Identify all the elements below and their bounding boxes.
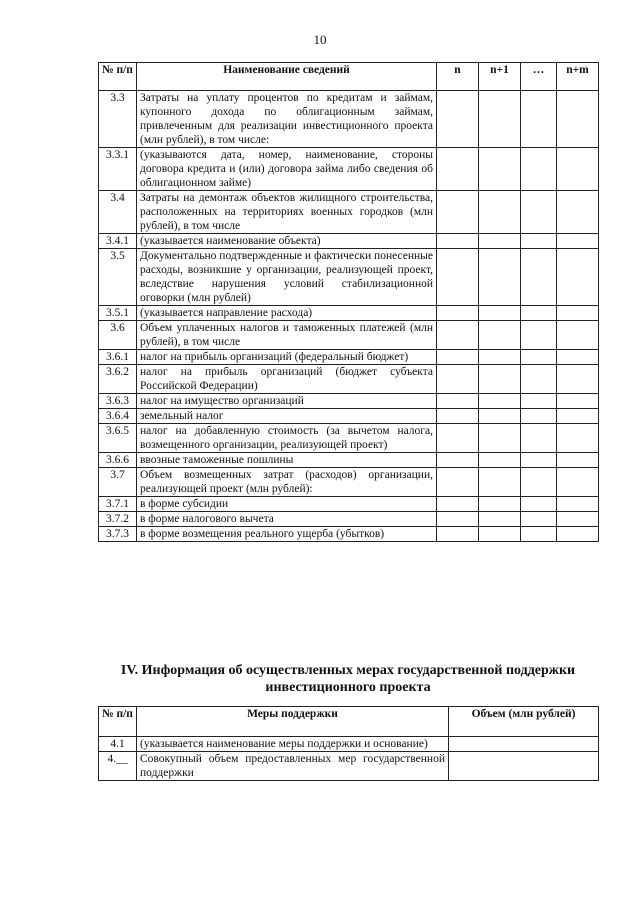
- page-number: 10: [313, 32, 327, 47]
- value-cell: [521, 497, 557, 512]
- table-row: [99, 306, 599, 321]
- row-number: 4.__: [99, 752, 137, 781]
- value-cell: [437, 409, 479, 424]
- value-cell: [437, 191, 479, 234]
- table-row: [99, 497, 599, 512]
- table-row: [99, 249, 599, 306]
- value-cell: [479, 148, 521, 191]
- row-number: 3.7: [99, 468, 137, 497]
- section-heading: IV. Информация об осуществленных мерах государственной поддержки инвестиционного проекта: [120, 663, 576, 695]
- value-cell: [437, 306, 479, 321]
- row-description: (указываются дата, номер, наименование, стороны договора кредита и (или) договора займа либо сведения об облигационном займе): [137, 148, 437, 191]
- table-row: [99, 321, 599, 350]
- col-header-number: № п/п: [99, 707, 137, 737]
- row-number: 3.7.3: [99, 527, 137, 542]
- value-cell: [557, 350, 599, 365]
- value-cell: [521, 424, 557, 453]
- value-cell: [521, 453, 557, 468]
- value-cell: [437, 365, 479, 394]
- row-description: Совокупный объем предоставленных мер государственной поддержки: [137, 752, 449, 781]
- row-description: (указывается наименование меры поддержки и основание): [137, 737, 449, 752]
- col-header-ellipsis: …: [521, 63, 557, 91]
- value-cell: [521, 249, 557, 306]
- value-cell: [557, 424, 599, 453]
- table-row: [99, 409, 599, 424]
- value-cell: [449, 752, 599, 781]
- value-cell: [479, 409, 521, 424]
- value-cell: [437, 350, 479, 365]
- value-cell: [521, 468, 557, 497]
- row-description: в форме возмещения реального ущерба (убытков): [137, 527, 437, 542]
- value-cell: [557, 394, 599, 409]
- col-header-number: № п/п: [99, 63, 137, 91]
- value-cell: [479, 306, 521, 321]
- value-cell: [557, 249, 599, 306]
- row-description: Документально подтвержденные и фактически понесенные расходы, возникшие у организации, реализующей проект, вследствие нарушения условий стабилизационной оговорки (млн рублей): [137, 249, 437, 306]
- row-description: налог на прибыль организаций (бюджет субъекта Российской Федерации): [137, 365, 437, 394]
- col-header-n: n: [437, 63, 479, 91]
- table-row: [99, 365, 599, 394]
- row-number: 3.5.1: [99, 306, 137, 321]
- value-cell: [437, 468, 479, 497]
- row-description: Затраты на уплату процентов по кредитам и займам, купонного дохода по облигационным займам, привлеченным для реализации инвестиционного проекта (млн рублей), в том числе:: [137, 91, 437, 148]
- value-cell: [557, 306, 599, 321]
- value-cell: [479, 468, 521, 497]
- value-cell: [449, 737, 599, 752]
- row-number: 3.4.1: [99, 234, 137, 249]
- value-cell: [479, 191, 521, 234]
- row-number: 3.6.4: [99, 409, 137, 424]
- table-support-measures: [98, 706, 599, 781]
- value-cell: [557, 512, 599, 527]
- value-cell: [521, 148, 557, 191]
- row-description: Затраты на демонтаж объектов жилищного строительства, расположенных на территориях военных городков (млн рублей), в том числе: [137, 191, 437, 234]
- table-row: [99, 752, 599, 781]
- value-cell: [479, 91, 521, 148]
- value-cell: [557, 468, 599, 497]
- table-row: [99, 512, 599, 527]
- value-cell: [521, 191, 557, 234]
- value-cell: [557, 321, 599, 350]
- value-cell: [437, 453, 479, 468]
- col-header-n-plus-m: n+m: [557, 63, 599, 91]
- value-cell: [521, 394, 557, 409]
- col-header-volume: Объем (млн рублей): [449, 707, 599, 737]
- value-cell: [479, 365, 521, 394]
- value-cell: [437, 234, 479, 249]
- value-cell: [479, 249, 521, 306]
- value-cell: [479, 512, 521, 527]
- value-cell: [521, 234, 557, 249]
- value-cell: [437, 148, 479, 191]
- table-row: [99, 148, 599, 191]
- table-row: [99, 394, 599, 409]
- value-cell: [521, 350, 557, 365]
- value-cell: [521, 527, 557, 542]
- col-header-name: Наименование сведений: [137, 63, 437, 91]
- table-row: [99, 468, 599, 497]
- value-cell: [557, 527, 599, 542]
- row-number: 3.6.5: [99, 424, 137, 453]
- value-cell: [521, 321, 557, 350]
- row-description: налог на прибыль организаций (федеральный бюджет): [137, 350, 437, 365]
- table-row: [99, 350, 599, 365]
- value-cell: [437, 321, 479, 350]
- table-row: [99, 737, 599, 752]
- row-number: 3.4: [99, 191, 137, 234]
- value-cell: [479, 453, 521, 468]
- row-number: 3.6.1: [99, 350, 137, 365]
- value-cell: [479, 350, 521, 365]
- row-number: 3.5: [99, 249, 137, 306]
- row-number: 3.6.6: [99, 453, 137, 468]
- col-header-measures: Меры поддержки: [137, 707, 449, 737]
- row-description: Объем уплаченных налогов и таможенных платежей (млн рублей), в том числе: [137, 321, 437, 350]
- value-cell: [521, 409, 557, 424]
- row-number: 3.6.3: [99, 394, 137, 409]
- row-number: 3.7.2: [99, 512, 137, 527]
- row-number: 4.1: [99, 737, 137, 752]
- value-cell: [557, 91, 599, 148]
- value-cell: [437, 424, 479, 453]
- value-cell: [437, 512, 479, 527]
- row-description: налог на добавленную стоимость (за вычетом налога, возмещенного организации, реализующей проект): [137, 424, 437, 453]
- row-number: 3.6.2: [99, 365, 137, 394]
- value-cell: [437, 91, 479, 148]
- table-row: [99, 91, 599, 148]
- col-header-n-plus-1: n+1: [479, 63, 521, 91]
- table-row: [99, 453, 599, 468]
- value-cell: [479, 497, 521, 512]
- value-cell: [479, 394, 521, 409]
- row-description: налог на имущество организаций: [137, 394, 437, 409]
- value-cell: [479, 321, 521, 350]
- value-cell: [521, 365, 557, 394]
- table-row: [99, 191, 599, 234]
- value-cell: [437, 527, 479, 542]
- value-cell: [557, 409, 599, 424]
- value-cell: [521, 91, 557, 148]
- value-cell: [557, 365, 599, 394]
- table-costs: [98, 62, 599, 542]
- table-row: [99, 234, 599, 249]
- row-description: в форме налогового вычета: [137, 512, 437, 527]
- row-description: земельный налог: [137, 409, 437, 424]
- row-number: 3.3.1: [99, 148, 137, 191]
- value-cell: [437, 497, 479, 512]
- row-number: 3.7.1: [99, 497, 137, 512]
- table-row: [99, 424, 599, 453]
- value-cell: [521, 306, 557, 321]
- row-description: Объем возмещенных затрат (расходов) организации, реализующей проект (млн рублей):: [137, 468, 437, 497]
- value-cell: [557, 148, 599, 191]
- row-description: в форме субсидии: [137, 497, 437, 512]
- row-description: (указывается наименование объекта): [137, 234, 437, 249]
- row-description: ввозные таможенные пошлины: [137, 453, 437, 468]
- value-cell: [479, 424, 521, 453]
- row-number: 3.3: [99, 91, 137, 148]
- row-description: (указывается направление расхода): [137, 306, 437, 321]
- value-cell: [557, 234, 599, 249]
- value-cell: [557, 453, 599, 468]
- value-cell: [557, 191, 599, 234]
- table-row: [99, 527, 599, 542]
- value-cell: [479, 234, 521, 249]
- value-cell: [521, 512, 557, 527]
- value-cell: [437, 249, 479, 306]
- value-cell: [557, 497, 599, 512]
- value-cell: [479, 527, 521, 542]
- value-cell: [437, 394, 479, 409]
- row-number: 3.6: [99, 321, 137, 350]
